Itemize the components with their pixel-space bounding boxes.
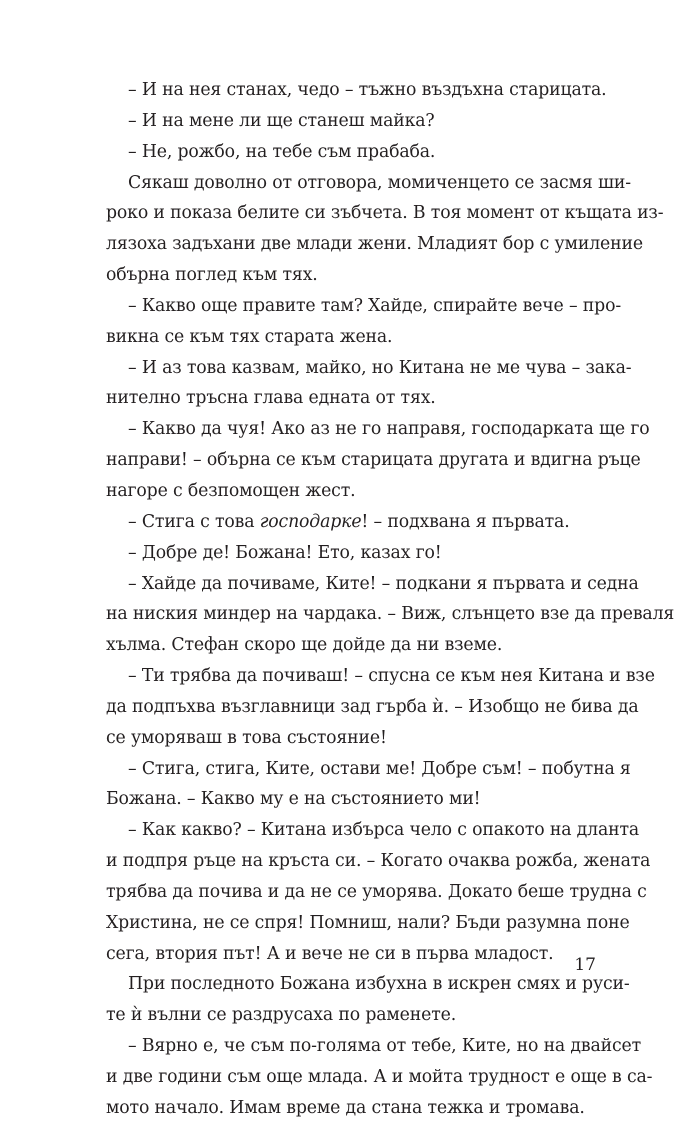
text-line: сега, втория път! А и вече не си в първа младост. (106, 943, 554, 964)
text-line: – Не, рожбо, на тебе съм прабаба. (128, 141, 436, 162)
text-line: При последното Божана избухна в искрен смях и руси- (128, 974, 630, 995)
text-line: – И на нея станах, чедо – тъжно въздъхна старицата. (128, 80, 607, 100)
text-line: трябва да почива и да не се уморява. Докато беше трудна с (106, 881, 647, 902)
paragraph-2 (106, 106, 593, 137)
text-line: и две години съм още млада. А и мойта трудност е още в са- (106, 1067, 653, 1087)
text-line: мото начало. Имам време да стана тежка и тромава. (106, 1097, 585, 1118)
text-line: Божана. – Какво му е на състоянието ми! (106, 789, 481, 810)
page-number: 17 (574, 955, 596, 975)
text-line: да подпъхва възглавници зад гърба ѝ. – Изобщо не бива да (106, 696, 639, 717)
paragraph-11 (106, 661, 655, 754)
text-line: – И аз това казвам, майко, но Китана не ме чува – зака- (128, 357, 632, 378)
text-line: се уморяваш в това състояние! (106, 727, 387, 748)
text-line: лязоха задъхани две млади жени. Младият бор с умиление (106, 234, 643, 255)
text-line: на ниския миндер на чардака. – Виж, слънцето взе да преваля (106, 604, 675, 625)
text-line: направи! – обърна се към старицата другата и вдигна ръце (106, 450, 641, 471)
text-line: – Какво да чуя! Ако аз не го направя, господарката ще го (128, 419, 650, 440)
text-line: – Хайде да почиваме, Ките! – подкани я първата и седна (128, 573, 639, 594)
paragraph-10 (106, 569, 675, 662)
text-line: викна се към тях старата жена. (106, 326, 393, 347)
text-line-with-italic: – Стига с това господарке! – подхвана я първата. (128, 511, 570, 532)
paragraph-12 (106, 754, 631, 816)
text-line: – Стига, стига, Ките, остави ме! Добре съм! – побутна я (128, 758, 631, 779)
text-line: роко и показа белите си зъбчета. В тоя момент от къщата из- (106, 203, 664, 224)
paragraph-1 (106, 75, 607, 106)
paragraph-6 (106, 353, 632, 415)
text-line: Христина, не се спря! Помниш, нали? Бъди разумна поне (106, 912, 630, 933)
text-line: – Добре де! Божана! Ето, казах го! (128, 542, 442, 563)
paragraph-15 (106, 1031, 653, 1124)
italic-word: господарке (259, 511, 362, 532)
paragraph-14 (106, 969, 630, 1031)
body-text (106, 75, 675, 1124)
text-line: Сякаш доволно от отговора, момиченцето се засмя ши- (128, 172, 631, 193)
paragraph-8 (106, 507, 593, 538)
text-line: те ѝ вълни се раздрусаха по раменете. (106, 1005, 457, 1026)
paragraph-4 (106, 168, 664, 291)
paragraph-7 (106, 414, 650, 507)
text-line: – И на мене ли ще станеш майка? (128, 110, 435, 131)
text-line: – Какво още правите там? Хайде, спирайте вече – про- (128, 295, 622, 316)
paragraph-3 (106, 137, 593, 168)
text-line: обърна поглед към тях. (106, 265, 318, 286)
text-line: – Как какво? – Китана избърса чело с опакото на дланта (128, 820, 640, 841)
text-line: нително тръсна глава едната от тях. (106, 388, 436, 409)
paragraph-5 (106, 291, 622, 353)
text-line: нагоре с безпомощен жест. (106, 480, 356, 501)
paragraph-13 (106, 815, 651, 969)
paragraph-9 (106, 538, 593, 569)
text-line: – Ти трябва да почиваш! – спусна се към нея Китана и взе (128, 666, 655, 687)
text-line: и подпря ръце на кръста си. – Когато очаква рожба, жената (106, 851, 651, 872)
text-line: – Вярно е, че съм по-голяма от тебе, Ките, но на двайсет (128, 1036, 642, 1057)
text-line: хълма. Стефан скоро ще дойде да ни вземе. (106, 635, 503, 656)
